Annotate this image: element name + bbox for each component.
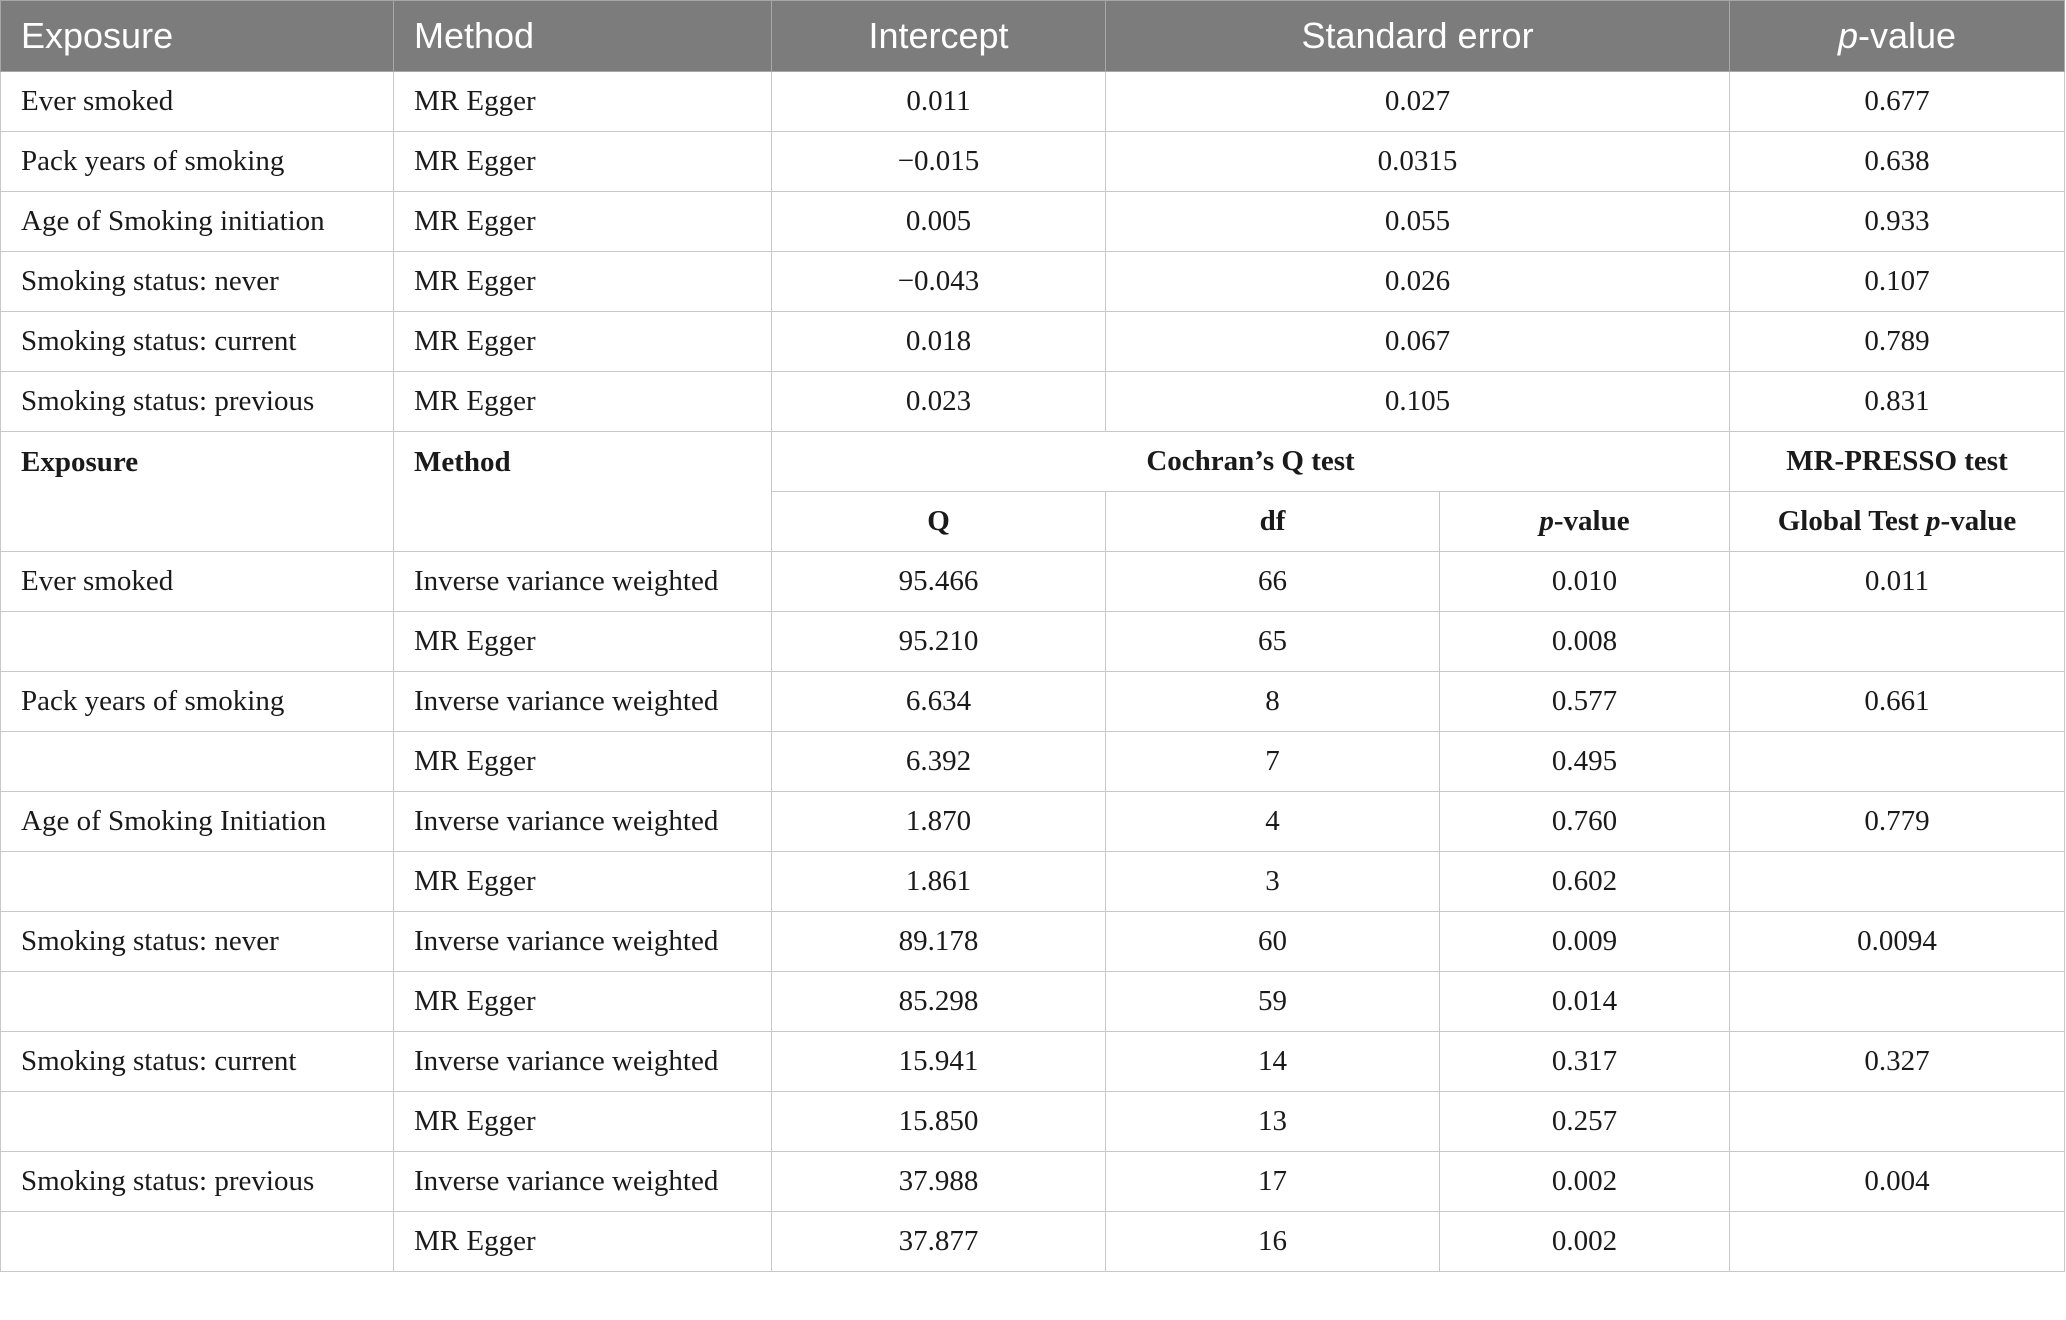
cell-exposure-empty — [1, 612, 394, 672]
cell-exposure: Smoking status: current — [1, 312, 394, 372]
cell-global-p-empty — [1730, 852, 2065, 912]
t2-header-global-prefix: Global Test — [1777, 505, 1927, 537]
cell-global-p: 0.327 — [1730, 1032, 2065, 1092]
t2-header-p-rest: -value — [1553, 505, 1630, 537]
cell-intercept: −0.015 — [772, 132, 1106, 192]
cell-q: 89.178 — [772, 912, 1106, 972]
cell-method: Inverse variance weighted — [394, 1032, 772, 1092]
cell-standard-error: 0.026 — [1106, 252, 1730, 312]
cell-exposure: Age of Smoking Initiation — [1, 792, 394, 852]
cell-method: MR Egger — [394, 252, 772, 312]
cell-p-value: 0.010 — [1440, 552, 1730, 612]
cell-exposure-empty — [1, 972, 394, 1032]
cell-q: 1.870 — [772, 792, 1106, 852]
table-row — [1, 372, 2065, 432]
cell-global-p: 0.0094 — [1730, 912, 2065, 972]
cell-df: 4 — [1106, 792, 1440, 852]
cell-method: Inverse variance weighted — [394, 552, 772, 612]
cell-exposure: Pack years of smoking — [1, 132, 394, 192]
cell-q: 37.988 — [772, 1152, 1106, 1212]
cell-q: 6.392 — [772, 732, 1106, 792]
cell-global-p: 0.011 — [1730, 552, 2065, 612]
header-p-value — [1730, 1, 2065, 72]
table-row — [1, 792, 2065, 852]
cell-method: MR Egger — [394, 732, 772, 792]
cell-p-value: 0.933 — [1730, 192, 2065, 252]
cell-p-value: 0.008 — [1440, 612, 1730, 672]
header-p-rest: -value — [1857, 15, 1957, 56]
cell-p-value: 0.002 — [1440, 1212, 1730, 1272]
cell-q: 95.210 — [772, 612, 1106, 672]
cell-p-value: 0.760 — [1440, 792, 1730, 852]
cell-standard-error: 0.055 — [1106, 192, 1730, 252]
cell-exposure: Pack years of smoking — [1, 672, 394, 732]
cell-exposure: Smoking status: never — [1, 912, 394, 972]
cell-exposure: Smoking status: previous — [1, 1152, 394, 1212]
table-row — [1, 912, 2065, 972]
cell-intercept: 0.018 — [772, 312, 1106, 372]
cell-intercept: 0.011 — [772, 72, 1106, 132]
cell-p-value: 0.577 — [1440, 672, 1730, 732]
cell-p-value: 0.638 — [1730, 132, 2065, 192]
table-row — [1, 312, 2065, 372]
cell-exposure: Age of Smoking initiation — [1, 192, 394, 252]
cell-standard-error: 0.027 — [1106, 72, 1730, 132]
cell-global-p-empty — [1730, 972, 2065, 1032]
header-p-italic: p — [1837, 15, 1858, 56]
cell-method: MR Egger — [394, 312, 772, 372]
cell-method: MR Egger — [394, 972, 772, 1032]
cell-exposure: Ever smoked — [1, 552, 394, 612]
t2-header-q: Q — [772, 492, 1106, 552]
t2-header-p-value — [1440, 492, 1730, 552]
cell-q: 1.861 — [772, 852, 1106, 912]
cell-method: Inverse variance weighted — [394, 672, 772, 732]
cell-p-value: 0.831 — [1730, 372, 2065, 432]
cell-p-value: 0.495 — [1440, 732, 1730, 792]
cell-p-value: 0.107 — [1730, 252, 2065, 312]
table-row — [1, 1152, 2065, 1212]
header-method: Method — [394, 1, 772, 72]
cell-exposure-empty — [1, 852, 394, 912]
cell-exposure-empty — [1, 732, 394, 792]
cell-p-value: 0.014 — [1440, 972, 1730, 1032]
cell-df: 13 — [1106, 1092, 1440, 1152]
cell-df: 17 — [1106, 1152, 1440, 1212]
table-row — [1, 1032, 2065, 1092]
cell-df: 65 — [1106, 612, 1440, 672]
table1-body — [1, 72, 2065, 432]
cell-df: 60 — [1106, 912, 1440, 972]
cell-exposure: Smoking status: current — [1, 1032, 394, 1092]
cell-p-value: 0.317 — [1440, 1032, 1730, 1092]
table-row — [1, 1092, 2065, 1152]
cell-method: Inverse variance weighted — [394, 792, 772, 852]
cell-q: 85.298 — [772, 972, 1106, 1032]
cell-global-p-empty — [1730, 1212, 2065, 1272]
table1-header-row — [1, 1, 2065, 72]
cell-intercept: 0.023 — [772, 372, 1106, 432]
cell-p-value: 0.789 — [1730, 312, 2065, 372]
cell-global-p: 0.004 — [1730, 1152, 2065, 1212]
cell-method: MR Egger — [394, 1212, 772, 1272]
header-intercept: Intercept — [772, 1, 1106, 72]
cell-method: MR Egger — [394, 72, 772, 132]
t2-header-mrpresso: MR-PRESSO test — [1730, 432, 2065, 492]
cell-q: 95.466 — [772, 552, 1106, 612]
table-row — [1, 612, 2065, 672]
table2-body — [1, 552, 2065, 1272]
table2-header-row-1 — [1, 432, 2065, 492]
cell-standard-error: 0.0315 — [1106, 132, 1730, 192]
table-row — [1, 192, 2065, 252]
table-row — [1, 1212, 2065, 1272]
t2-header-exposure: Exposure — [1, 432, 394, 552]
cell-global-p: 0.661 — [1730, 672, 2065, 732]
table-row — [1, 252, 2065, 312]
table-row — [1, 132, 2065, 192]
t2-header-method: Method — [394, 432, 772, 552]
cell-q: 15.850 — [772, 1092, 1106, 1152]
cell-intercept: −0.043 — [772, 252, 1106, 312]
cell-df: 59 — [1106, 972, 1440, 1032]
cell-global-p-empty — [1730, 1092, 2065, 1152]
cell-df: 7 — [1106, 732, 1440, 792]
cell-exposure: Smoking status: never — [1, 252, 394, 312]
t2-header-df: df — [1106, 492, 1440, 552]
table-row — [1, 72, 2065, 132]
cell-p-value: 0.602 — [1440, 852, 1730, 912]
cell-method: Inverse variance weighted — [394, 912, 772, 972]
cell-df: 8 — [1106, 672, 1440, 732]
header-exposure: Exposure — [1, 1, 394, 72]
t2-header-global-p — [1730, 492, 2065, 552]
cell-p-value: 0.677 — [1730, 72, 2065, 132]
table-row — [1, 732, 2065, 792]
cell-method: MR Egger — [394, 192, 772, 252]
cell-method: MR Egger — [394, 852, 772, 912]
cell-p-value: 0.257 — [1440, 1092, 1730, 1152]
t2-header-cochran: Cochran’s Q test — [772, 432, 1730, 492]
table-row — [1, 672, 2065, 732]
cell-df: 3 — [1106, 852, 1440, 912]
cell-p-value: 0.002 — [1440, 1152, 1730, 1212]
cell-method: MR Egger — [394, 612, 772, 672]
cell-q: 6.634 — [772, 672, 1106, 732]
t2-header-global-rest: -value — [1940, 505, 2017, 537]
cell-exposure-empty — [1, 1092, 394, 1152]
cell-df: 66 — [1106, 552, 1440, 612]
cell-standard-error: 0.105 — [1106, 372, 1730, 432]
cell-method: MR Egger — [394, 372, 772, 432]
cell-global-p: 0.779 — [1730, 792, 2065, 852]
cell-q: 15.941 — [772, 1032, 1106, 1092]
t2-header-global-italic: p — [1926, 505, 1941, 537]
cell-exposure: Smoking status: previous — [1, 372, 394, 432]
cell-method: MR Egger — [394, 1092, 772, 1152]
header-standard-error: Standard error — [1106, 1, 1730, 72]
table-row — [1, 972, 2065, 1032]
cell-method: MR Egger — [394, 132, 772, 192]
cell-intercept: 0.005 — [772, 192, 1106, 252]
table2-header — [1, 432, 2065, 552]
cell-global-p-empty — [1730, 732, 2065, 792]
t2-header-p-italic: p — [1539, 505, 1554, 537]
cell-global-p-empty — [1730, 612, 2065, 672]
table-row — [1, 852, 2065, 912]
cell-p-value: 0.009 — [1440, 912, 1730, 972]
cell-method: Inverse variance weighted — [394, 1152, 772, 1212]
cell-exposure: Ever smoked — [1, 72, 394, 132]
cell-df: 14 — [1106, 1032, 1440, 1092]
cell-df: 16 — [1106, 1212, 1440, 1272]
table-row — [1, 552, 2065, 612]
cell-standard-error: 0.067 — [1106, 312, 1730, 372]
cell-q: 37.877 — [772, 1212, 1106, 1272]
cell-exposure-empty — [1, 1212, 394, 1272]
